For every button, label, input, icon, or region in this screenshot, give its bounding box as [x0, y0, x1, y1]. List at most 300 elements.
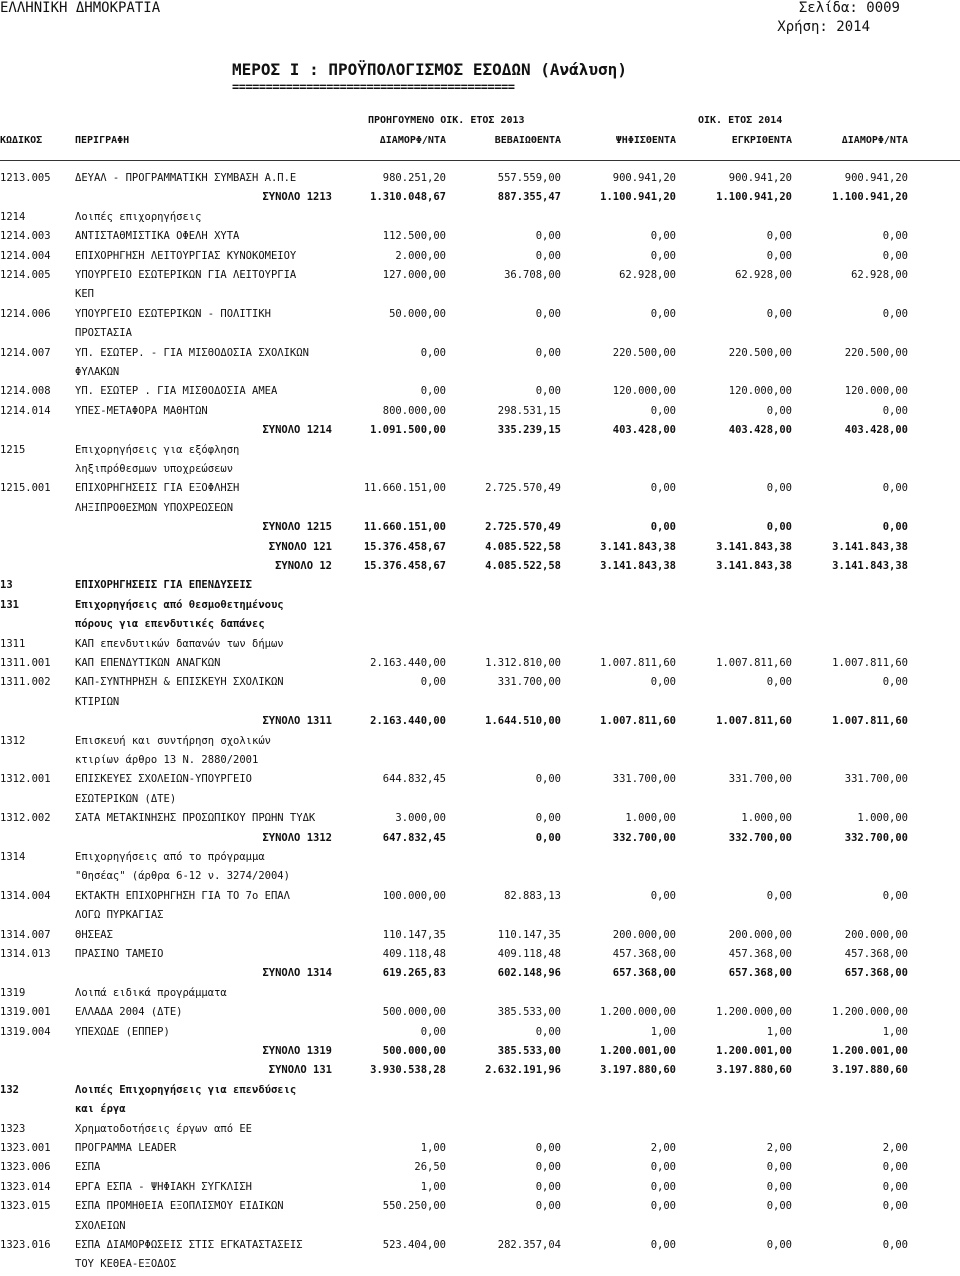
- prev-confirmed-value: 335.239,15: [497, 424, 561, 437]
- approved-value: 1,00: [766, 1025, 792, 1038]
- row-code: 1314: [0, 851, 26, 863]
- table-row: [0, 909, 960, 927]
- table-row: [0, 405, 960, 423]
- prev-confirmed-value: 1.312.810,00: [485, 657, 561, 669]
- cur-amended-value: 2,00: [882, 1142, 908, 1154]
- prev-amended-value: 112.500,00: [382, 230, 446, 243]
- table-row: [0, 1006, 960, 1024]
- table-row: [0, 735, 960, 753]
- total-label: ΣΥΝΟΛΟ 1314: [262, 967, 332, 980]
- subtotal-row: [0, 832, 960, 850]
- row-code: 1314.013: [0, 948, 51, 960]
- prev-confirmed-value: 331.700,00: [497, 676, 561, 689]
- approved-value: 200.000,00: [728, 928, 792, 941]
- prev-amended-value: 644.832,45: [382, 773, 446, 786]
- approved-value: 332.700,00: [728, 831, 792, 844]
- row-description: ΚΕΠ: [75, 288, 94, 301]
- voted-value: 1.007.811,60: [600, 657, 676, 669]
- prev-confirmed-value: 0,00: [535, 812, 561, 825]
- total-label: ΣΥΝΟΛΟ 1213: [262, 191, 332, 204]
- title-underline: ==========================================: [232, 80, 515, 94]
- prev-amended-value: 550.250,00: [382, 1200, 446, 1213]
- row-code: 1312.001: [0, 773, 51, 786]
- table-row: [0, 463, 960, 481]
- prev-confirmed-value: 0,00: [535, 307, 561, 320]
- prev-confirmed-value: 4.085.522,58: [485, 560, 561, 572]
- voted-value: 120.000,00: [612, 385, 676, 398]
- row-description: ΣΧΟΛΕΙΩΝ: [75, 1219, 126, 1232]
- prev-confirmed-value: 557.559,00: [497, 172, 561, 184]
- prev-confirmed-value: 82.883,13: [504, 889, 561, 902]
- table-row: [0, 482, 960, 500]
- row-description: Επισκευή και συντήρηση σχολικών: [75, 734, 271, 747]
- table-row: [0, 773, 960, 791]
- prev-amended-value: 1,00: [420, 1142, 446, 1154]
- table-row: [0, 211, 960, 229]
- prev-confirmed-value: 602.148,96: [497, 967, 561, 980]
- cur-amended-value: 1.000,00: [857, 812, 908, 825]
- cur-amended-value: 457.368,00: [844, 948, 908, 960]
- row-description: Επιχορηγήσεις από το πρόγραμμα: [75, 851, 265, 863]
- cur-amended-value: 0,00: [882, 676, 908, 689]
- subtotal-row: [0, 1064, 960, 1082]
- row-code: 1214.008: [0, 385, 51, 398]
- table-row: [0, 172, 960, 190]
- table-row: [0, 890, 960, 908]
- voted-value: 1.200.001,00: [600, 1045, 676, 1057]
- table-row: [0, 444, 960, 462]
- voted-value: 0,00: [650, 676, 676, 689]
- total-label: ΣΥΝΟΛΟ 1319: [262, 1045, 332, 1057]
- total-label: ΣΥΝΟΛΟ 12: [275, 560, 332, 572]
- row-description: "Θησέας" (άρθρα 6-12 ν. 3274/2004): [75, 870, 290, 883]
- row-code: 13: [0, 579, 13, 592]
- voted-value: 2,00: [650, 1142, 676, 1154]
- prev-amended-value: 980.251,20: [382, 172, 446, 184]
- prev-amended-value: 11.660.151,00: [363, 482, 446, 495]
- prev-confirmed-value: 409.118,48: [497, 948, 561, 960]
- prev-confirmed-value: 298.531,15: [497, 404, 561, 417]
- prev-amended-value: 1,00: [420, 1180, 446, 1193]
- voted-value: 0,00: [650, 1161, 676, 1174]
- voted-value: 0,00: [650, 307, 676, 320]
- row-description: Λοιπές Επιχορηγήσεις για επενδύσεις: [75, 1083, 297, 1096]
- table-row: [0, 793, 960, 811]
- subtotal-row: [0, 424, 960, 442]
- voted-value: 0,00: [650, 249, 676, 262]
- voted-value: 457.368,00: [612, 948, 676, 960]
- prev-amended-value: 11.660.151,00: [363, 521, 446, 534]
- row-description: ΕΡΓΑ ΕΣΠΑ - ΨΗΦΙΑΚΗ ΣΥΓΚΛΙΣΗ: [75, 1180, 253, 1193]
- table-row: [0, 1200, 960, 1218]
- cur-amended-value: 0,00: [882, 1180, 908, 1193]
- voted-value: 62.928,00: [619, 269, 676, 281]
- cur-amended-value: 1.200.000,00: [832, 1006, 908, 1019]
- page-title: ΜΕΡΟΣ Ι : ΠΡΟΫΠΟΛΟΓΙΣΜΟΣ ΕΣΟΔΩΝ (Ανάλυση): [232, 60, 627, 79]
- prev-amended-value: 50.000,00: [389, 307, 446, 320]
- row-code: 1323.006: [0, 1161, 51, 1174]
- row-description: ΕΠΙΣΚΕΥΕΣ ΣΧΟΛΕΙΩΝ-ΥΠΟΥΡΓΕΙΟ: [75, 773, 253, 786]
- table-row: [0, 502, 960, 520]
- row-code: 1214.005: [0, 269, 51, 281]
- table-row: [0, 579, 960, 597]
- cur-amended-value: 3.197.880,60: [832, 1064, 908, 1077]
- row-description: ΕΣΠΑ: [75, 1161, 101, 1174]
- table-row: [0, 1103, 960, 1121]
- row-description: ΚΤΙΡΙΩΝ: [75, 695, 120, 708]
- approved-value: 3.197.880,60: [716, 1064, 792, 1077]
- prev-amended-value: 3.930.538,28: [370, 1064, 446, 1077]
- row-code: 1215.001: [0, 482, 51, 495]
- cur-amended-value: 3.141.843,38: [832, 560, 908, 572]
- subtotal-row: [0, 1045, 960, 1063]
- cur-amended-value: 1,00: [882, 1025, 908, 1038]
- approved-value: 657.368,00: [728, 967, 792, 980]
- voted-value: 1.000,00: [625, 812, 676, 825]
- cur-amended-value: 0,00: [882, 404, 908, 417]
- approved-value: 1.000,00: [741, 812, 792, 825]
- voted-value: 0,00: [650, 889, 676, 902]
- subtotal-row: [0, 541, 960, 559]
- row-description: Επιχορηγήσεις από θεσμοθετημένους: [75, 598, 284, 611]
- prev-confirmed-value: 4.085.522,58: [485, 540, 561, 553]
- table-row: [0, 599, 960, 617]
- table-row: [0, 1258, 960, 1276]
- voted-value: 1.007.811,60: [600, 715, 676, 728]
- row-code: 1323.001: [0, 1142, 51, 1154]
- prev-confirmed-value: 110.147,35: [497, 928, 561, 941]
- table-row: [0, 1161, 960, 1179]
- approved-value: 0,00: [766, 307, 792, 320]
- voted-value: 220.500,00: [612, 346, 676, 359]
- row-code: 1214.006: [0, 307, 51, 320]
- table-row: [0, 366, 960, 384]
- table-row: [0, 250, 960, 268]
- group-cur-year: ΟΙΚ. ΕΤΟΣ 2014: [698, 115, 783, 126]
- row-description: ΠΡΟΓΡΑΜΜΑ LEADER: [75, 1142, 177, 1154]
- row-code: 1213.005: [0, 172, 51, 184]
- row-description: Επιχορηγήσεις για εξόφληση: [75, 443, 240, 456]
- total-label: ΣΥΝΟΛΟ 1311: [262, 715, 332, 728]
- subtotal-row: [0, 560, 960, 578]
- approved-value: 62.928,00: [735, 269, 792, 281]
- row-code: 1314.007: [0, 928, 51, 941]
- table-row: [0, 1181, 960, 1199]
- row-description: ΠΡΟΣΤΑΣΙΑ: [75, 327, 132, 340]
- prev-amended-value: 0,00: [420, 346, 446, 359]
- prev-amended-value: 800.000,00: [382, 404, 446, 417]
- table-row: [0, 1239, 960, 1257]
- row-code: 1312: [0, 734, 26, 747]
- voted-value: 0,00: [650, 404, 676, 417]
- row-code: 1311.002: [0, 676, 51, 689]
- cur-amended-value: 0,00: [882, 230, 908, 243]
- col-voted: ΨΗΦΙΣΘΕΝΤΑ: [615, 135, 676, 146]
- total-label: ΣΥΝΟΛΟ 1215: [262, 521, 332, 534]
- prev-confirmed-value: 1.644.510,00: [485, 715, 561, 728]
- header-divider: [0, 160, 960, 161]
- approved-value: 1.200.000,00: [716, 1006, 792, 1019]
- row-description: ΚΑΠ επενδυτικών δαπανών των δήμων: [75, 637, 284, 650]
- approved-value: 0,00: [766, 1180, 792, 1193]
- total-label: ΣΥΝΟΛΟ 121: [268, 540, 332, 553]
- prev-amended-value: 0,00: [420, 676, 446, 689]
- group-prev-year: ΠΡΟΗΓΟΥΜΕΝΟ ΟΙΚ. ΕΤΟΣ 2013: [368, 115, 525, 126]
- voted-value: 900.941,20: [612, 172, 676, 184]
- row-description: ΚΑΠ-ΣΥΝΤΗΡΗΣΗ & ΕΠΙΣΚΕΥΗ ΣΧΟΛΙΚΩΝ: [75, 676, 284, 689]
- cur-amended-value: 0,00: [882, 249, 908, 262]
- col-cur-amended: ΔΙΑΜΟΡΦ/ΝΤΑ: [841, 135, 908, 146]
- subtotal-row: [0, 191, 960, 209]
- prev-confirmed-value: 2.725.570,49: [485, 521, 561, 534]
- total-label: ΣΥΝΟΛΟ 1312: [262, 831, 332, 844]
- fiscal-year: Χρήση: 2014: [777, 19, 870, 35]
- cur-amended-value: 900.941,20: [844, 172, 908, 184]
- cur-amended-value: 1.200.001,00: [832, 1045, 908, 1057]
- row-description: ΕΠΙΧΟΡΗΓΗΣΕΙΣ ΓΙΑ ΕΠΕΝΔΥΣΕΙΣ: [75, 579, 253, 592]
- voted-value: 0,00: [650, 482, 676, 495]
- approved-value: 0,00: [766, 1200, 792, 1213]
- table-row: [0, 1026, 960, 1044]
- row-code: 1312.002: [0, 812, 51, 825]
- cur-amended-value: 657.368,00: [844, 967, 908, 980]
- cur-amended-value: 1.100.941,20: [832, 191, 908, 204]
- table-row: [0, 987, 960, 1005]
- voted-value: 3.141.843,38: [600, 540, 676, 553]
- row-code: 1311: [0, 637, 26, 650]
- cur-amended-value: 0,00: [882, 1200, 908, 1213]
- total-label: ΣΥΝΟΛΟ 1214: [262, 424, 332, 437]
- row-description: ΕΛΛΑΔΑ 2004 (ΔΤΕ): [75, 1006, 183, 1019]
- state-name: ΕΛΛΗΝΙΚΗ ΔΗΜΟΚΡΑΤΙΑ: [0, 0, 161, 16]
- approved-value: 0,00: [766, 889, 792, 902]
- cur-amended-value: 0,00: [882, 521, 908, 534]
- cur-amended-value: 0,00: [882, 307, 908, 320]
- row-code: 132: [0, 1083, 19, 1096]
- prev-amended-value: 500.000,00: [382, 1045, 446, 1057]
- voted-value: 1.200.000,00: [600, 1006, 676, 1019]
- approved-value: 0,00: [766, 1161, 792, 1174]
- cur-amended-value: 331.700,00: [844, 773, 908, 786]
- row-description: ΕΣΩΤΕΡΙΚΩΝ (ΔΤΕ): [75, 792, 177, 805]
- voted-value: 3.197.880,60: [600, 1064, 676, 1077]
- table-row: [0, 308, 960, 326]
- cur-amended-value: 3.141.843,38: [832, 540, 908, 553]
- approved-value: 0,00: [766, 249, 792, 262]
- row-code: 1319.001: [0, 1006, 51, 1019]
- approved-value: 2,00: [766, 1142, 792, 1154]
- row-description: ΕΣΠΑ ΠΡΟΜΗΘΕΙΑ ΕΞΟΠΛΙΣΜΟΥ ΕΙΔΙΚΩΝ: [75, 1200, 284, 1213]
- prev-amended-value: 619.265,83: [382, 967, 446, 980]
- cur-amended-value: 0,00: [882, 1239, 908, 1251]
- table-row: [0, 948, 960, 966]
- prev-confirmed-value: 0,00: [535, 1180, 561, 1193]
- prev-amended-value: 500.000,00: [382, 1006, 446, 1019]
- row-code: 1214.004: [0, 249, 51, 262]
- prev-amended-value: 26,50: [414, 1161, 446, 1174]
- cur-amended-value: 120.000,00: [844, 385, 908, 398]
- prev-amended-value: 110.147,35: [382, 928, 446, 941]
- col-code: ΚΩΔΙΚΟΣ: [0, 135, 43, 146]
- prev-confirmed-value: 2.725.570,49: [485, 482, 561, 495]
- table-row: [0, 657, 960, 675]
- row-code: 1314.004: [0, 889, 51, 902]
- prev-amended-value: 2.163.440,00: [370, 715, 446, 728]
- prev-amended-value: 100.000,00: [382, 889, 446, 902]
- row-description: και έργα: [75, 1103, 126, 1116]
- row-code: 1319.004: [0, 1025, 51, 1038]
- row-description: ΛΗΞΙΠΡΟΘΕΣΜΩΝ ΥΠΟΧΡΕΩΣΕΩΝ: [75, 501, 234, 514]
- row-description: Λοιπές επιχορηγήσεις: [75, 210, 202, 223]
- row-code: 1323.015: [0, 1200, 51, 1213]
- approved-value: 220.500,00: [728, 346, 792, 359]
- table-row: [0, 676, 960, 694]
- prev-confirmed-value: 0,00: [535, 346, 561, 359]
- prev-amended-value: 523.404,00: [382, 1239, 446, 1251]
- voted-value: 0,00: [650, 1180, 676, 1193]
- approved-value: 3.141.843,38: [716, 560, 792, 572]
- approved-value: 457.368,00: [728, 948, 792, 960]
- row-description: ΥΠ. ΕΣΩΤΕΡ. - ΓΙΑ ΜΙΣΘΟΔΟΣΙΑ ΣΧΟΛΙΚΩΝ: [75, 346, 309, 359]
- prev-amended-value: 1.091.500,00: [370, 424, 446, 437]
- table-row: [0, 638, 960, 656]
- approved-value: 0,00: [766, 1239, 792, 1251]
- col-prev-confirmed: ΒΕΒΑΙΩΘΕΝΤΑ: [494, 135, 561, 146]
- prev-confirmed-value: 0,00: [535, 1025, 561, 1038]
- table-row: [0, 288, 960, 306]
- approved-value: 0,00: [766, 676, 792, 689]
- voted-value: 200.000,00: [612, 928, 676, 941]
- approved-value: 1.100.941,20: [716, 191, 792, 204]
- cur-amended-value: 200.000,00: [844, 928, 908, 941]
- cur-amended-value: 220.500,00: [844, 346, 908, 359]
- row-description: κτιρίων άρθρο 13 Ν. 2880/2001: [75, 754, 259, 766]
- approved-value: 3.141.843,38: [716, 540, 792, 553]
- row-code: 131: [0, 598, 19, 611]
- table-row: [0, 230, 960, 248]
- prev-confirmed-value: 385.533,00: [497, 1006, 561, 1019]
- prev-confirmed-value: 282.357,04: [497, 1239, 561, 1251]
- prev-amended-value: 409.118,48: [382, 948, 446, 960]
- row-description: ΕΠΙΧΟΡΗΓΗΣΕΙΣ ΓΙΑ ΕΞΟΦΛΗΣΗ: [75, 482, 240, 495]
- prev-amended-value: 127.000,00: [382, 269, 446, 281]
- prev-amended-value: 15.376.458,67: [363, 560, 446, 572]
- prev-amended-value: 0,00: [420, 385, 446, 398]
- approved-value: 1.007.811,60: [716, 657, 792, 669]
- table-row: [0, 385, 960, 403]
- table-row: [0, 1142, 960, 1160]
- row-description: ΦΥΛΑΚΩΝ: [75, 366, 120, 378]
- row-description: Χρηματοδοτήσεις έργων από ΕΕ: [75, 1122, 253, 1135]
- prev-amended-value: 0,00: [420, 1025, 446, 1038]
- prev-confirmed-value: 0,00: [535, 831, 561, 844]
- cur-amended-value: 62.928,00: [851, 269, 908, 281]
- voted-value: 0,00: [650, 1200, 676, 1213]
- table-row: [0, 327, 960, 345]
- row-description: ΛΟΓΩ ΠΥΡΚΑΓΙΑΣ: [75, 909, 164, 922]
- row-code: 1319: [0, 986, 26, 999]
- row-code: 1214: [0, 210, 26, 223]
- voted-value: 0,00: [650, 230, 676, 243]
- table-row: [0, 347, 960, 365]
- subtotal-row: [0, 967, 960, 985]
- cur-amended-value: 0,00: [882, 482, 908, 495]
- prev-confirmed-value: 0,00: [535, 1200, 561, 1213]
- approved-value: 0,00: [766, 230, 792, 243]
- prev-confirmed-value: 0,00: [535, 230, 561, 243]
- table-row: [0, 870, 960, 888]
- cur-amended-value: 1.007.811,60: [832, 715, 908, 728]
- row-description: ΥΠΟΥΡΓΕΙΟ ΕΣΩΤΕΡΙΚΩΝ ΓΙΑ ΛΕΙΤΟΥΡΓΙΑ: [75, 269, 297, 281]
- row-description: ΔΕΥΑΛ - ΠΡΟΓΡΑΜΜΑΤΙΚΗ ΣΥΜΒΑΣΗ Α.Π.Ε: [75, 172, 297, 184]
- row-description: ΑΝΤΙΣΤΑΘΜΙΣΤΙΚΑ ΟΦΕΛΗ ΧΥΤΑ: [75, 230, 240, 243]
- row-code: 1323: [0, 1122, 26, 1135]
- row-code: 1311.001: [0, 657, 51, 669]
- prev-amended-value: 3.000,00: [395, 812, 446, 825]
- voted-value: 3.141.843,38: [600, 560, 676, 572]
- prev-confirmed-value: 887.355,47: [497, 191, 561, 204]
- cur-amended-value: 403.428,00: [844, 424, 908, 437]
- total-label: ΣΥΝΟΛΟ 131: [268, 1064, 332, 1077]
- prev-amended-value: 647.832,45: [382, 831, 446, 844]
- col-approved: ΕΓΚΡΙΘΕΝΤΑ: [731, 135, 792, 146]
- voted-value: 332.700,00: [612, 831, 676, 844]
- approved-value: 1.007.811,60: [716, 715, 792, 728]
- prev-confirmed-value: 2.632.191,96: [485, 1064, 561, 1077]
- approved-value: 0,00: [766, 404, 792, 417]
- prev-confirmed-value: 0,00: [535, 1161, 561, 1174]
- subtotal-row: [0, 715, 960, 733]
- table-row: [0, 1084, 960, 1102]
- row-description: ΕΚΤΑΚΤΗ ΕΠΙΧΟΡΗΓΗΣΗ ΓΙΑ ΤΟ 7ο ΕΠΑΛ: [75, 889, 290, 902]
- subtotal-row: [0, 521, 960, 539]
- row-description: ΕΠΙΧΟΡΗΓΗΣΗ ΛΕΙΤΟΥΡΓΙΑΣ ΚΥΝΟΚΟΜΕΙΟΥ: [75, 249, 297, 262]
- row-code: 1214.014: [0, 404, 51, 417]
- prev-confirmed-value: 0,00: [535, 249, 561, 262]
- row-description: Λοιπά ειδικά προγράμματα: [75, 986, 227, 999]
- cur-amended-value: 332.700,00: [844, 831, 908, 844]
- table-row: [0, 812, 960, 830]
- row-code: 1215: [0, 443, 26, 456]
- approved-value: 120.000,00: [728, 385, 792, 398]
- cur-amended-value: 1.007.811,60: [832, 657, 908, 669]
- voted-value: 403.428,00: [612, 424, 676, 437]
- row-description: ΚΑΠ ΕΠΕΝΔΥΤΙΚΩΝ ΑΝΑΓΚΩΝ: [75, 657, 221, 669]
- table-row: [0, 618, 960, 636]
- page-number: Σελίδα: 0009: [798, 0, 900, 16]
- voted-value: 1,00: [650, 1025, 676, 1038]
- approved-value: 331.700,00: [728, 773, 792, 786]
- row-code: 1214.007: [0, 346, 51, 359]
- row-description: πόρους για επενδυτικές δαπάνες: [75, 618, 265, 631]
- col-prev-amended: ΔΙΑΜΟΡΦ/ΝΤΑ: [379, 135, 446, 146]
- table-row: [0, 1123, 960, 1141]
- row-description: ΠΡΑΣΙΝΟ ΤΑΜΕΙΟ: [75, 948, 164, 960]
- table-row: [0, 929, 960, 947]
- voted-value: 1.100.941,20: [600, 191, 676, 204]
- row-description: ληξιπρόθεσμων υποχρεώσεων: [75, 463, 234, 475]
- table-row: [0, 269, 960, 287]
- prev-confirmed-value: 385.533,00: [497, 1045, 561, 1057]
- row-description: ΥΠΟΥΡΓΕΙΟ ΕΣΩΤΕΡΙΚΩΝ - ΠΟΛΙΤΙΚΗ: [75, 307, 271, 320]
- row-description: ΥΠ. ΕΣΩΤΕΡ . ΓΙΑ ΜΙΣΘΟΔΟΣΙΑ ΑΜΕΑ: [75, 385, 278, 398]
- prev-confirmed-value: 0,00: [535, 773, 561, 786]
- row-code: 1323.014: [0, 1180, 51, 1193]
- prev-confirmed-value: 36.708,00: [504, 269, 561, 281]
- col-desc: ΠΕΡΙΓΡΑΦΗ: [75, 135, 130, 146]
- approved-value: 0,00: [766, 521, 792, 534]
- approved-value: 0,00: [766, 482, 792, 495]
